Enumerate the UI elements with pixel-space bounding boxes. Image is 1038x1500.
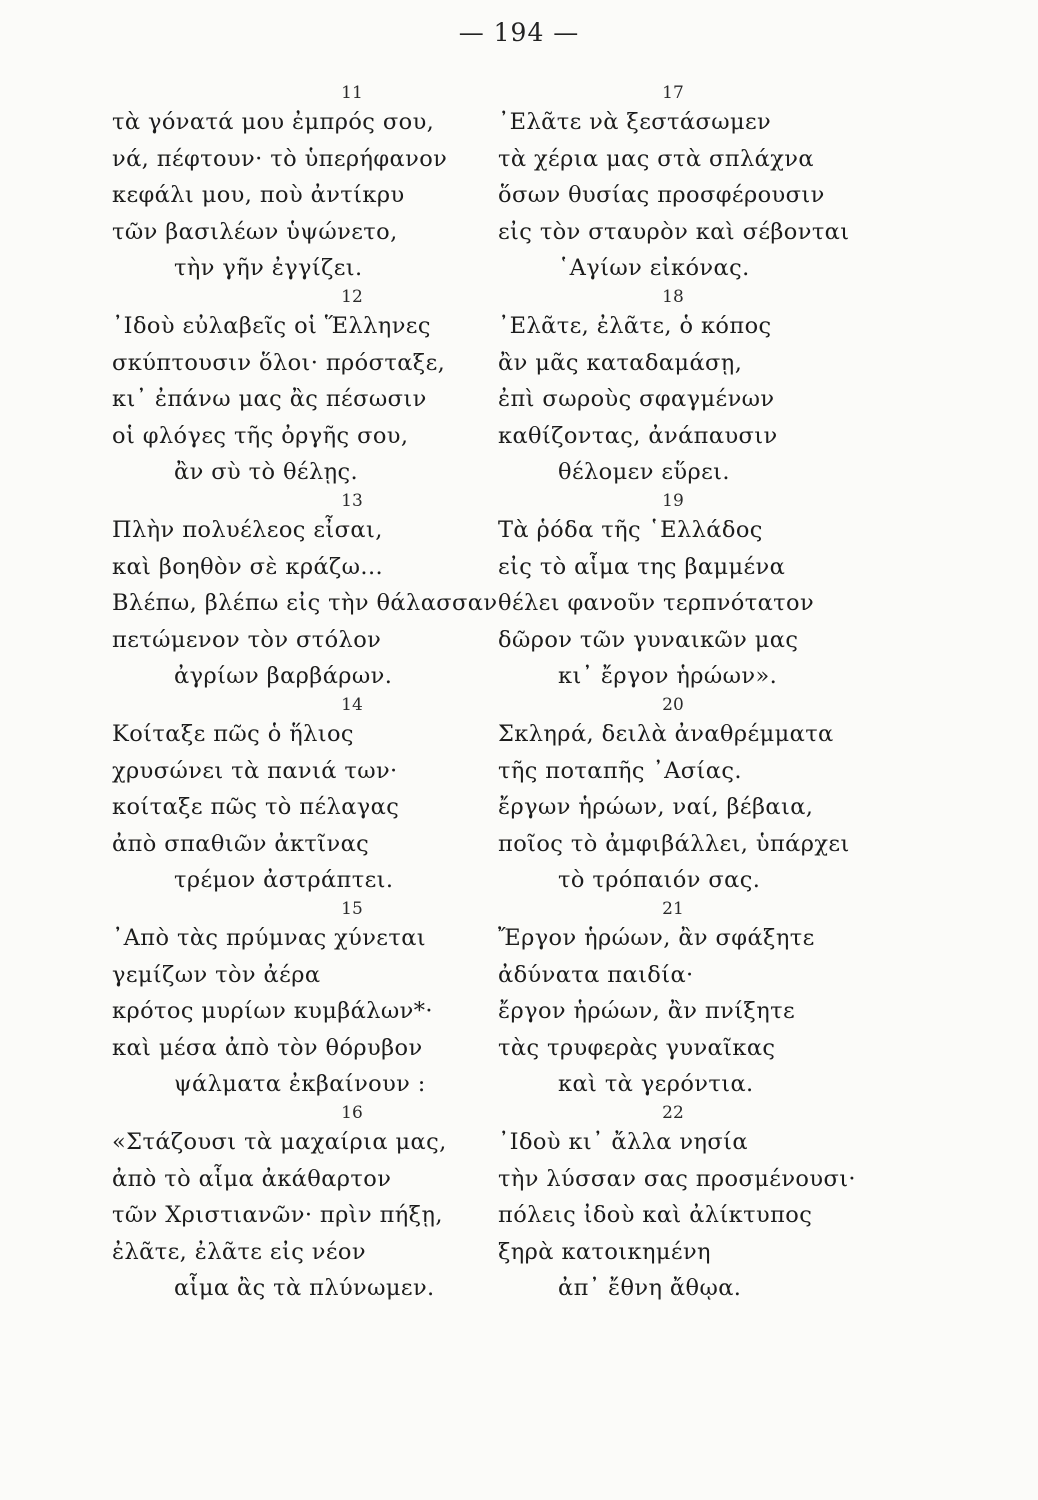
left-column	[112, 82, 512, 1306]
verse-line: Βλέπω, βλέπω εἰς τὴν θάλασσαν	[112, 590, 498, 616]
verse-line: κοίταξε πῶς τὸ πέλαγας	[112, 794, 400, 820]
stanza	[112, 694, 512, 898]
stanza	[112, 898, 512, 1102]
stanza	[498, 898, 898, 1102]
verse-line: ᾿Ελᾶτε, ἐλᾶτε, ὁ κόπος	[498, 313, 772, 339]
stanza	[112, 1102, 512, 1306]
verse-line: θέλομεν εὕρει.	[558, 459, 730, 485]
verse-line: ἀγρίων βαρβάρων.	[174, 663, 393, 689]
stanza	[112, 82, 512, 286]
verse-line: αἷμα ἂς τὰ πλύνωμεν.	[174, 1275, 435, 1301]
verse-line: τὸ τρόπαιόν σας.	[558, 867, 761, 893]
verse-line: Σκληρά, δειλὰ ἀναθρέμματα	[498, 721, 834, 747]
verse-line: ᾿Απὸ τὰς πρύμνας χύνεται	[112, 925, 427, 951]
verse-line: ἐλᾶτε, ἐλᾶτε εἰς νέον	[112, 1238, 366, 1265]
verse-line: Πλὴν πολυέλεος εἶσαι,	[112, 517, 383, 543]
stanza	[498, 1102, 898, 1306]
stanza-number: 22	[662, 1103, 684, 1123]
verse-line: ἂν μᾶς καταδαμάσῃ,	[498, 349, 743, 376]
verse-line: τὰς τρυφερὰς γυναῖκας	[498, 1034, 776, 1061]
verse-line: τῶν Χριστιανῶν· πρὶν πήξῃ,	[112, 1202, 443, 1228]
verse-line: ᾿Ιδοὺ κι᾿ ἄλλα νησία	[498, 1129, 748, 1155]
verse-line: τῶν βασιλέων ὑψώνετο,	[112, 218, 398, 245]
verse-line: ἔργων ἡρώων, ναί, βέβαια,	[498, 794, 814, 820]
verse-line: καὶ μέσα ἀπὸ τὸν θόρυβον	[112, 1034, 423, 1061]
stanza	[112, 490, 512, 694]
verse-line: Ἔργον ἡρώων, ἂν σφάξητε	[498, 925, 815, 951]
verse-line: ῾Αγίων εἰκόνας.	[558, 255, 750, 281]
verse-line: ἐπὶ σωροὺς σφαγμένων	[498, 386, 775, 412]
verse-line: καὶ βοηθὸν σὲ κράζω...	[112, 553, 384, 580]
verse-line: τὴν λύσσαν σας προσμένουσι·	[498, 1165, 856, 1192]
verse-line: τὰ χέρια μας στὰ σπλάχνα	[498, 145, 814, 172]
stanza-number: 11	[341, 83, 363, 103]
stanza-number: 20	[662, 695, 684, 715]
verse-line: ξηρὰ κατοικημένη	[498, 1238, 711, 1265]
verse-line: ἀπὸ σπαθιῶν ἀκτῖνας	[112, 830, 370, 857]
stanza-number: 19	[662, 491, 684, 511]
verse-line: ἔργον ἡρώων, ἂν πνίξητε	[498, 998, 795, 1024]
verse-line: κι᾿ ἐπάνω μας ἂς πέσωσιν	[112, 386, 427, 412]
verse-line: τρέμον ἀστράπτει.	[174, 867, 394, 893]
stanza-number: 15	[341, 899, 363, 919]
stanza	[498, 490, 898, 694]
verse-line: κι᾿ ἔργον ἡρώων».	[558, 663, 778, 689]
stanza	[498, 286, 898, 490]
verse-line: Κοίταξε πῶς ὁ ἥλιος	[112, 721, 354, 747]
verse-line: νά, πέφτουν· τὸ ὑπερήφανον	[112, 145, 448, 172]
page-number: — 194 —	[458, 18, 580, 47]
verse-line: κρότος μυρίων κυμβάλων*·	[112, 998, 433, 1024]
verse-line: ἀπὸ τὸ αἷμα ἀκάθαρτον	[112, 1165, 392, 1192]
stanza-number: 12	[341, 287, 363, 307]
stanza-number: 17	[662, 83, 684, 103]
verse-line: τῆς ποταπῆς ᾿Ασίας.	[498, 757, 742, 784]
verse-line: εἰς τὸν σταυρὸν καὶ σέβονται	[498, 218, 850, 245]
verse-line: ψάλματα ἐκβαίνουν :	[174, 1071, 426, 1097]
verse-line: ᾿Ελᾶτε νὰ ξεστάσωμεν	[498, 109, 772, 135]
stanza-number: 21	[662, 899, 684, 919]
verse-line: Τὰ ῥόδα τῆς ῾Ελλάδος	[498, 517, 763, 543]
verse-line: ἀπ᾿ ἔθνη ἄθῳα.	[558, 1275, 742, 1301]
verse-line: καὶ τὰ γερόντια.	[558, 1071, 754, 1097]
verse-line: ποῖος τὸ ἀμφιβάλλει, ὑπάρχει	[498, 830, 850, 857]
verse-line: τὴν γῆν ἐγγίζει.	[174, 255, 363, 281]
verse-line: «Στάζουσι τὰ μαχαίρια μας,	[112, 1129, 447, 1155]
stanza	[498, 694, 898, 898]
verse-line: δῶρον τῶν γυναικῶν μας	[498, 626, 799, 653]
verse-line: θέλει φανοῦν τερπνότατον	[498, 590, 815, 616]
stanza	[498, 82, 898, 286]
verse-line: ἀδύνατα παιδία·	[498, 961, 694, 988]
verse-line: κεφάλι μου, ποὺ ἀντίκρυ	[112, 182, 405, 208]
verse-line: σκύπτουσιν ὅλοι· πρόσταξε,	[112, 349, 446, 376]
stanza-number: 16	[341, 1103, 363, 1123]
verse-line: οἱ φλόγες τῆς ὀργῆς σου,	[112, 422, 409, 449]
verse-line: καθίζοντας, ἀνάπαυσιν	[498, 422, 778, 449]
verse-line: ἂν σὺ τὸ θέλῃς.	[174, 459, 359, 485]
right-column	[498, 82, 898, 1306]
stanza-number: 18	[662, 287, 684, 307]
stanza	[112, 286, 512, 490]
verse-line: χρυσώνει τὰ πανιά των·	[112, 757, 398, 784]
verse-line: εἰς τὸ αἷμα της βαμμένα	[498, 553, 786, 580]
verse-line: ὅσων θυσίας προσφέρουσιν	[498, 182, 825, 208]
stanza-number: 13	[341, 491, 363, 511]
stanza-number: 14	[341, 695, 363, 715]
verse-line: πετώμενον τὸν στόλον	[112, 626, 382, 653]
verse-line: τὰ γόνατά μου ἐμπρός σου,	[112, 109, 435, 135]
verse-line: ᾿Ιδοὺ εὐλαβεῖς οἱ Ἕλληνες	[112, 313, 431, 339]
verse-line: πόλεις ἰδοὺ καὶ ἀλίκτυπος	[498, 1202, 813, 1228]
verse-line: γεμίζων τὸν ἀέρα	[112, 961, 321, 988]
